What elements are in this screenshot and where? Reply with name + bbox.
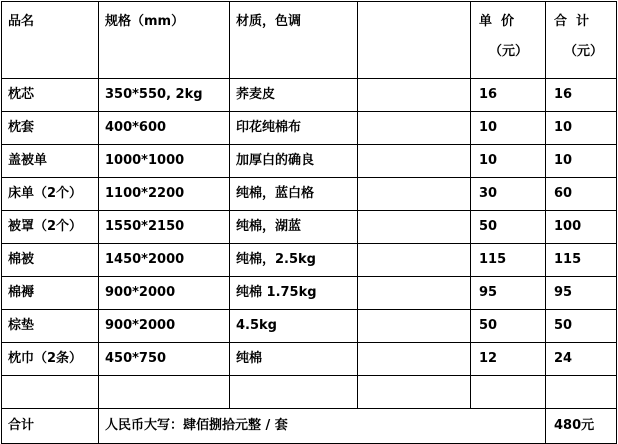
empty-cell [2, 376, 99, 409]
cell-name: 盖被单 [2, 145, 99, 178]
cell-total: 24 [546, 343, 617, 376]
cell-blank [358, 178, 471, 211]
cell-material: 荞麦皮 [230, 79, 358, 112]
cell-price: 95 [471, 277, 546, 310]
empty-cell [99, 376, 230, 409]
header-spec: 规格（mm） [99, 2, 230, 79]
header-total [546, 2, 617, 79]
cell-name: 枕套 [2, 112, 99, 145]
cell-price: 50 [471, 310, 546, 343]
header-price-unit: （元） [489, 44, 529, 59]
table-row [2, 343, 617, 376]
cell-material: 4.5kg [230, 310, 358, 343]
cell-name: 床单（2个） [2, 178, 99, 211]
cell-material: 印花纯棉布 [230, 112, 358, 145]
cell-spec: 350*550, 2kg [99, 79, 230, 112]
cell-total: 16 [546, 79, 617, 112]
table-row [2, 244, 617, 277]
cell-material: 纯棉 1.75kg [230, 277, 358, 310]
empty-cell [230, 376, 358, 409]
cell-blank [358, 79, 471, 112]
cell-total: 50 [546, 310, 617, 343]
table-row [2, 112, 617, 145]
cell-material: 纯棉，湖蓝 [230, 211, 358, 244]
table-row [2, 145, 617, 178]
cell-material: 纯棉 [230, 343, 358, 376]
cell-material: 纯棉，2.5kg [230, 244, 358, 277]
cell-material: 加厚白的确良 [230, 145, 358, 178]
cell-spec: 900*2000 [99, 277, 230, 310]
cell-price: 10 [471, 112, 546, 145]
cell-spec: 450*750 [99, 343, 230, 376]
header-price-label: 单 价 [479, 14, 515, 29]
empty-cell [546, 376, 617, 409]
cell-spec: 1000*1000 [99, 145, 230, 178]
empty-cell [471, 376, 546, 409]
empty-cell [358, 376, 471, 409]
cell-blank [358, 343, 471, 376]
bedding-price-table [1, 1, 617, 444]
sum-label: 合计 [2, 409, 99, 444]
table-row [2, 211, 617, 244]
cell-total: 10 [546, 112, 617, 145]
cell-name: 被罩（2个） [2, 211, 99, 244]
cell-price: 10 [471, 145, 546, 178]
cell-name: 枕芯 [2, 79, 99, 112]
cell-total: 60 [546, 178, 617, 211]
cell-blank [358, 211, 471, 244]
cell-material: 纯棉，蓝白格 [230, 178, 358, 211]
table-row [2, 310, 617, 343]
table-row [2, 79, 617, 112]
cell-total: 100 [546, 211, 617, 244]
cell-spec: 1450*2000 [99, 244, 230, 277]
cell-blank [358, 112, 471, 145]
cell-price: 115 [471, 244, 546, 277]
cell-total: 95 [546, 277, 617, 310]
table-row [2, 178, 617, 211]
cell-spec: 900*2000 [99, 310, 230, 343]
cell-total: 115 [546, 244, 617, 277]
empty-row [2, 376, 617, 409]
cell-name: 棉被 [2, 244, 99, 277]
cell-name: 枕巾（2条） [2, 343, 99, 376]
cell-spec: 1550*2150 [99, 211, 230, 244]
header-material: 材质，色调 [230, 2, 358, 79]
cell-blank [358, 277, 471, 310]
table-row [2, 277, 617, 310]
header-blank [358, 2, 471, 79]
cell-spec: 1100*2200 [99, 178, 230, 211]
cell-spec: 400*600 [99, 112, 230, 145]
cell-blank [358, 244, 471, 277]
header-name: 品名 [2, 2, 99, 79]
sum-total: 480元 [546, 409, 617, 444]
header-total-label: 合 计 [554, 14, 590, 29]
cell-name: 棉褥 [2, 277, 99, 310]
cell-price: 50 [471, 211, 546, 244]
cell-blank [358, 145, 471, 178]
cell-total: 10 [546, 145, 617, 178]
sum-row [2, 409, 617, 444]
cell-price: 16 [471, 79, 546, 112]
cell-name: 棕垫 [2, 310, 99, 343]
sum-amount-words: 人民币大写：肆佰捌拾元整 / 套 [99, 409, 546, 444]
cell-price: 30 [471, 178, 546, 211]
header-row [2, 2, 617, 79]
header-price [471, 2, 546, 79]
header-total-unit: （元） [564, 44, 604, 59]
cell-price: 12 [471, 343, 546, 376]
cell-blank [358, 310, 471, 343]
